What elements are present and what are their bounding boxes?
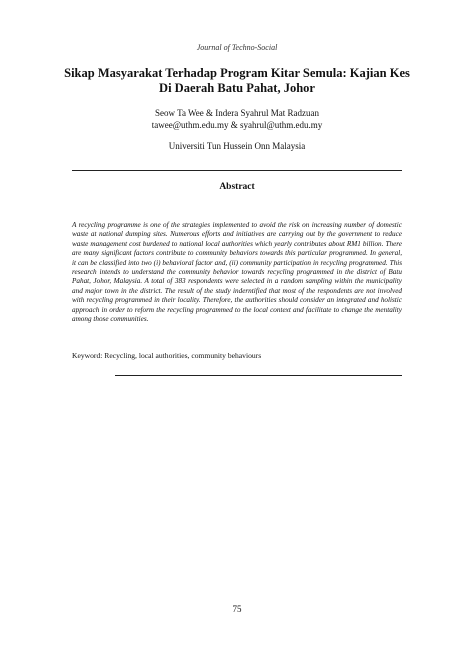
authors-block xyxy=(0,107,474,131)
author-names: Seow Ta Wee & Indera Syahrul Mat Radzuan xyxy=(154,108,320,118)
title-line-1: Sikap Masyarakat Terhadap Program Kitar Semula: Kajian Kes xyxy=(64,66,410,80)
abstract-text: A recycling programme is one of the strategies implemented to avoid the risk on increasing number of domestic waste at national dumping sites. Numerous efforts and initiatives are carrying out by the government to reduce waste management cost burdened to national local authorities which yearly contributes about RM1 billion. There are many significant factors contribute to community behaviors towards this particular programmed. In general, it can be classified into two (i) behavioral factor and, (ii) community participation in recycling programmed. This research intends to understand the community behavior towards recycling programmed in the district of Batu Pahat, Johor, Malaysia. A total of 383 respondents were selected in a random sampling within the municipality and major town in the district. The result of the study inderntified that most of the respondents are not involved with recycling programmed in their locality. Therefore, the authorities should consider an integrated and holistic approach in order to reform the recycling programmed to the local context and facilitate to change the mentality among those communities. xyxy=(72,221,402,324)
keywords: Keyword: Recycling, local authorities, community behaviours xyxy=(72,351,262,360)
paper-title xyxy=(60,66,414,96)
abstract-heading: Abstract xyxy=(219,182,255,192)
top-divider xyxy=(72,170,402,171)
title-line-2: Di Daerah Batu Pahat, Johor xyxy=(159,81,315,95)
bottom-divider xyxy=(115,375,402,376)
page-number: 75 xyxy=(232,604,242,614)
author-emails: tawee@uthm.edu.my & syahrul@uthm.edu.my xyxy=(151,120,323,130)
journal-header: Journal of Techno-Social xyxy=(196,43,278,52)
affiliation: Universiti Tun Hussein Onn Malaysia xyxy=(168,141,306,151)
